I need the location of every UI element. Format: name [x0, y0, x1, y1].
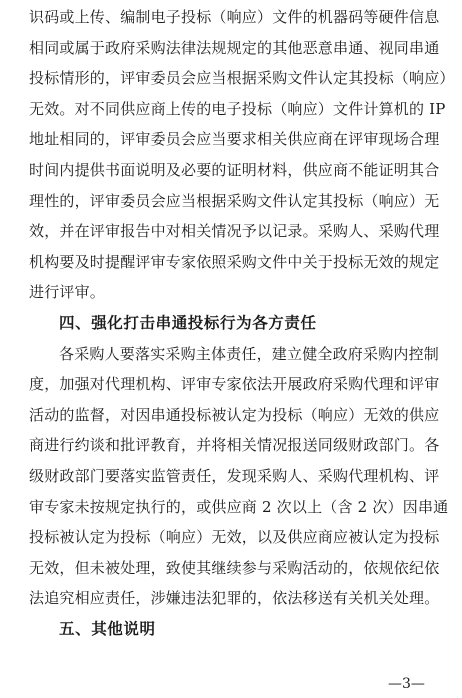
paragraph-line: 地址相同的，评审委员会应当要求相关供应商在评审现场合理 [29, 130, 440, 149]
paragraph-line: 度，加强对代理机构、评审专家依法开展政府采购代理和评审 [29, 375, 440, 394]
paragraph-line: 商进行约谈和批评教育，并将相关情况报送同级财政部门。各 [29, 436, 440, 455]
paragraph-line: 无效。对不同供应商上传的电子投标（响应）文件计算机的 IP [29, 99, 446, 118]
paragraph-line: 各采购人要落实采购主体责任，建立健全政府采购内控制 [59, 344, 440, 363]
paragraph-line: 时间内提供书面说明及必要的证明材料，供应商不能证明其合 [29, 161, 440, 179]
paragraph-line: 投标被认定为投标（响应）无效，以及供应商应被认定为投标 [29, 528, 440, 547]
paragraph-line: 活动的监督，对因串通投标被认定为投标（响应）无效的供应 [29, 405, 440, 424]
paragraph-line: 效，并在评审报告中对相关情况予以记录。采购人、采购代理 [29, 222, 440, 241]
paragraph-line: 级财政部门要落实监管责任，发现采购人、采购代理机构、评 [29, 467, 440, 485]
paragraph-line: 机构要及时提醒评审专家依照采购文件中关于投标无效的规定 [29, 252, 440, 271]
page-number: —3— [388, 676, 425, 692]
paragraph-line: 理性的，评审委员会应当根据采购文件认定其投标（响应）无 [29, 191, 440, 210]
section-heading-4: 四、强化打击串通投标行为各方责任 [59, 314, 317, 332]
paragraph-line: 审专家未按规定执行的，或供应商 2 次以上（含 2 次）因串通 [29, 497, 449, 516]
paragraph-line: 识码或上传、编制电子投标（响应）文件的机器码等硬件信息 [29, 8, 440, 26]
section-heading-5: 五、其他说明 [59, 620, 156, 638]
paragraph-line: 法追究相应责任，涉嫌违法犯罪的，依法移送有关机关处理。 [29, 589, 440, 608]
paragraph-line: 相同或属于政府采购法律法规规定的其他恶意串通、视同串通 [29, 38, 440, 57]
paragraph-line: 进行评审。 [29, 283, 106, 302]
paragraph-line: 无效，但未被处理，致使其继续参与采购活动的，依规依纪依 [29, 558, 440, 577]
paragraph-line: 投标情形的，评审委员会应当根据采购文件认定其投标（响应） [29, 69, 455, 88]
